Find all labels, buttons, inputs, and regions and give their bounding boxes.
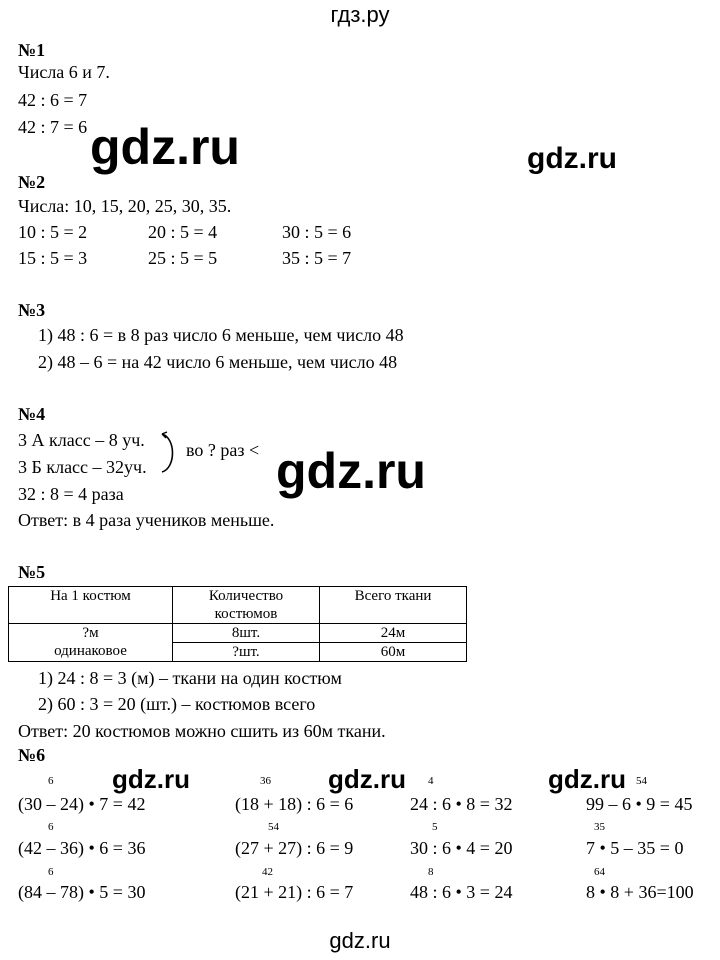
task-6-title: №6	[18, 745, 46, 765]
task-6-eq: (27 + 27) : 6 = 9	[235, 838, 354, 858]
task-5-answer: Ответ: 20 костюмов можно сшить из 60м ткани.	[18, 721, 386, 741]
watermark: gdz.ru	[329, 928, 391, 953]
task-6-eq: (30 – 24) • 7 = 42	[18, 794, 146, 814]
curly-brace-arrow	[158, 430, 182, 476]
task-2-intro: Числа: 10, 15, 20, 25, 30, 35.	[18, 196, 232, 216]
task-4-calc: 32 : 8 = 4 раза	[18, 484, 124, 504]
task-6-note: 64	[594, 866, 605, 878]
task-6-note: 6	[48, 866, 54, 878]
task-6-eq: (84 – 78) • 5 = 30	[18, 882, 146, 902]
task-6-note: 35	[594, 821, 605, 833]
task-2-eq: 35 : 5 = 7	[282, 248, 352, 268]
task-6-note: 54	[636, 775, 647, 787]
table-cell: ?м одинаковое	[9, 624, 173, 662]
task-2-title: №2	[18, 172, 46, 192]
task-6-note: 6	[48, 821, 54, 833]
task-6-eq: (42 – 36) • 6 = 36	[18, 838, 146, 858]
task-2-eq: 25 : 5 = 5	[148, 248, 218, 268]
watermark: gdz.ru	[527, 142, 617, 175]
table-cell: 24м	[320, 624, 467, 643]
task-2-eq: 20 : 5 = 4	[148, 222, 218, 242]
task-5-title: №5	[18, 562, 46, 582]
task-3-line: 1) 48 : 6 = в 8 раз число 6 меньше, чем число 48	[38, 325, 404, 345]
task-2-eq: 10 : 5 = 2	[18, 222, 88, 242]
task-6-note: 4	[428, 775, 434, 787]
task-3-title: №3	[18, 300, 46, 320]
task-4-question: во ? раз <	[186, 440, 260, 460]
watermark: gdz.ru	[90, 119, 240, 175]
site-header: гдз.ру	[330, 2, 390, 27]
watermark: gdz.ru	[328, 764, 406, 794]
task-6-eq: (21 + 21) : 6 = 7	[235, 882, 354, 902]
task-2-eq: 15 : 5 = 3	[18, 248, 88, 268]
table-row	[9, 624, 467, 643]
task-6-note: 8	[428, 866, 434, 878]
watermark: gdz.ru	[276, 443, 426, 499]
table-header-cell: Всего ткани	[320, 587, 467, 624]
watermark: gdz.ru	[112, 764, 190, 794]
table-cell: ?шт.	[173, 643, 320, 662]
task-5-table	[8, 586, 467, 662]
task-1-line: 42 : 6 = 7	[18, 90, 88, 110]
task-4-class-b: 3 Б класс – 32уч.	[18, 457, 147, 477]
task-5-line: 2) 60 : 3 = 20 (шт.) – костюмов всего	[38, 694, 316, 714]
task-6-eq: 99 – 6 • 9 = 45	[586, 794, 693, 814]
task-6-note: 5	[432, 821, 438, 833]
task-1-title: №1	[18, 40, 46, 60]
table-header-cell: Количество костюмов	[173, 587, 320, 624]
task-6-note: 42	[262, 866, 273, 878]
table-header-cell: На 1 костюм	[9, 587, 173, 624]
task-4-answer: Ответ: в 4 раза учеников меньше.	[18, 510, 275, 530]
task-6-eq: 30 : 6 • 4 = 20	[410, 838, 513, 858]
task-6-eq: 24 : 6 • 8 = 32	[410, 794, 513, 814]
task-1-line: Числа 6 и 7.	[18, 62, 110, 82]
task-6-eq: 8 • 8 + 36=100	[586, 882, 694, 902]
task-2-eq: 30 : 5 = 6	[282, 222, 352, 242]
task-6-note: 6	[48, 775, 54, 787]
watermark: gdz.ru	[548, 764, 626, 794]
table-header-row	[9, 587, 467, 624]
task-3-line: 2) 48 – 6 = на 42 число 6 меньше, чем число 48	[38, 352, 398, 372]
task-6-eq: 48 : 6 • 3 = 24	[410, 882, 513, 902]
table-cell: 8шт.	[173, 624, 320, 643]
table-cell: 60м	[320, 643, 467, 662]
task-6-eq: (18 + 18) : 6 = 6	[235, 794, 354, 814]
task-6-eq: 7 • 5 – 35 = 0	[586, 838, 684, 858]
task-1-line: 42 : 7 = 6	[18, 117, 88, 137]
task-4-class-a: 3 А класс – 8 уч.	[18, 430, 145, 450]
task-6-note: 36	[260, 775, 271, 787]
task-5-line: 1) 24 : 8 = 3 (м) – ткани на один костюм	[38, 668, 342, 688]
task-4-title: №4	[18, 404, 46, 424]
task-6-note: 54	[268, 821, 279, 833]
